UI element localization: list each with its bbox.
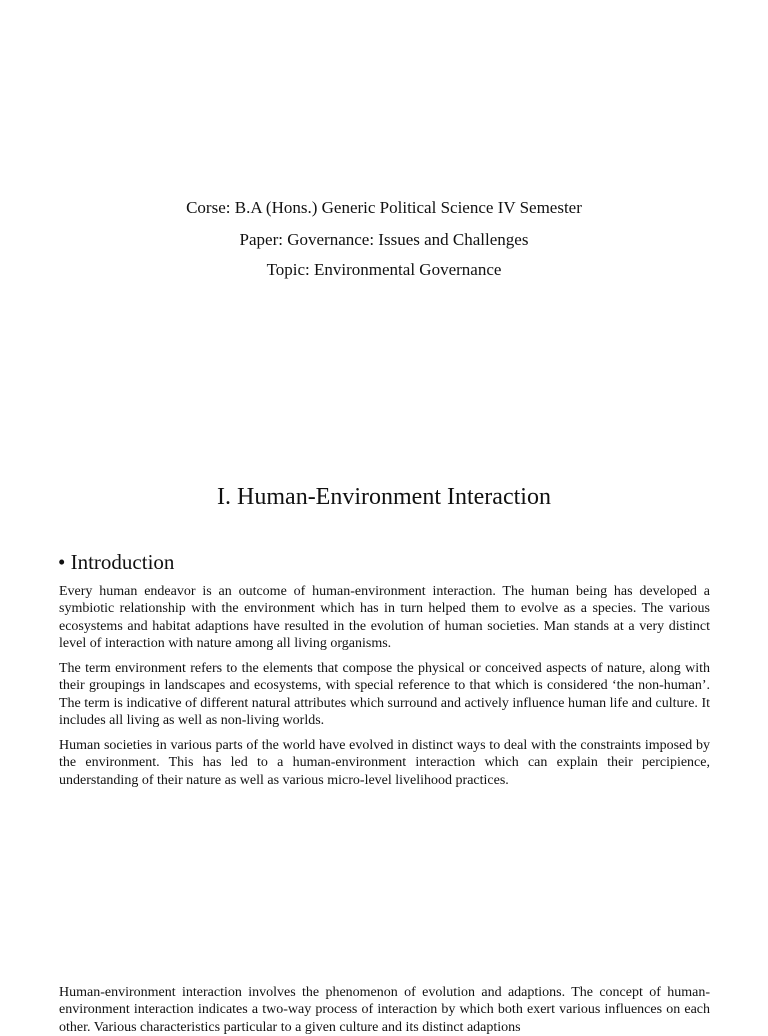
paragraph: Human-environment interaction involves the phenomenon of evolution and adaptions. The concept of human-environment interaction indicates a two-way process of interaction by which both exert various influences on each other. Various characteristics particular to a given culture and its distinct adaptions	[59, 985, 710, 1035]
paper-line: Paper: Governance: Issues and Challenges	[239, 230, 529, 249]
paragraph: Human societies in various parts of the world have evolved in distinct ways to deal with the constraints imposed by the environment. This has led to a human-environment interaction which can explain their percipience, understanding of their nature as well as various micro-level livelihood practices.	[59, 738, 710, 788]
paragraph: The term environment refers to the elements that compose the physical or conceived aspects of nature, along with their groupings in landscapes and ecosystems, with special reference to that which is considered ‘the non-human’. The term is indicative of different natural attributes which surround and actively influence human life and culture. It includes all living as well as non-living worlds.	[59, 661, 710, 728]
introduction-heading: • Introduction	[58, 550, 175, 574]
section-title: I. Human-Environment Interaction	[217, 484, 551, 510]
paragraph: Every human endeavor is an outcome of human-environment interaction. The human being has developed a symbiotic relationship with the environment which has in turn helped them to evolve as a species. The various ecosystems and habitat adaptions have resulted in the evolution of human societies. Man stands at a very distinct level of interaction with nature among all living organisms.	[59, 584, 710, 651]
course-line: Corse: B.A (Hons.) Generic Political Science IV Semester	[186, 198, 582, 217]
topic-line: Topic: Environmental Governance	[266, 260, 502, 279]
